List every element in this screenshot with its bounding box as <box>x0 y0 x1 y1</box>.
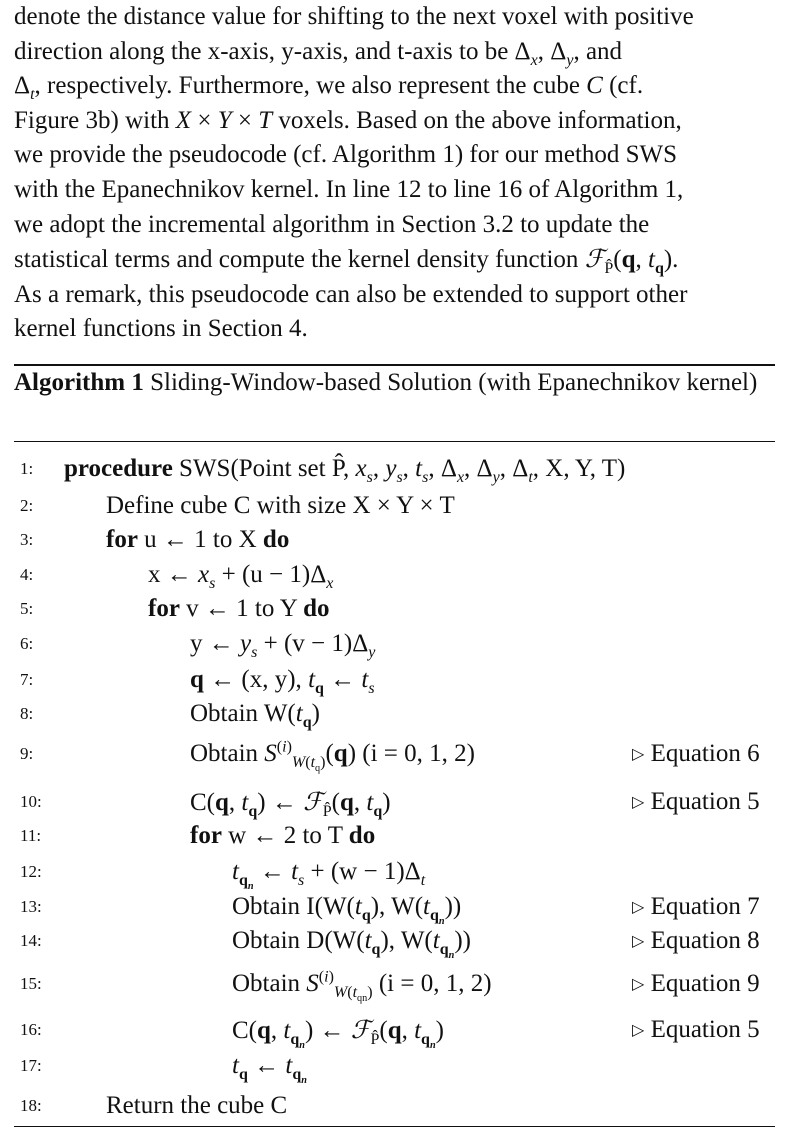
line-number: 12: <box>20 862 42 881</box>
algorithm-title: Sliding-Window-based Solution (with Epanechnikov kernel) <box>150 369 758 396</box>
line-number: 6: <box>20 634 34 653</box>
line-code: C(q, $t_q$) ← ℱ$_{P̂}$(q, $t_q$) <box>190 787 391 820</box>
line-code: $t_{q_n}$ ← $t_s + (w - 1)\Delta_t$ <box>232 858 426 893</box>
line-number: 15: <box>20 974 42 993</box>
line-number: 3: <box>20 530 34 549</box>
algorithm-label: Algorithm 1 <box>14 369 144 396</box>
line-code: Define cube C with size X × Y × T <box>106 492 455 519</box>
algorithm-line <box>0 1013 803 1052</box>
line-code: q ← (x, y), $t_q$ ← $t_s$ <box>190 666 375 697</box>
line-number: 16: <box>20 1020 42 1039</box>
algorithm-caption <box>14 366 779 400</box>
line-number: 7: <box>20 670 34 689</box>
algorithm-line <box>0 924 803 962</box>
paragraph-line: direction along the x-axis, y-axis, and t-axis to be $\Delta_x$, $\Delta_y$, and <box>14 37 623 69</box>
line-code: Obtain $S^{(i)}_{W(t_{qn})}$ (i = 0, 1, 2) <box>232 968 492 1005</box>
algorithm-line <box>0 737 803 775</box>
line-comment: ▷ Equation 9 <box>632 970 760 997</box>
body-paragraph <box>14 0 784 347</box>
line-number: 4: <box>20 565 34 584</box>
algorithm-line <box>0 967 803 1005</box>
line-number: 2: <box>20 496 34 515</box>
line-code: for w ← 2 to T do <box>190 822 376 849</box>
line-code: y ← $y_s + (v - 1)\Delta_y$ <box>190 630 376 661</box>
line-number: 8: <box>20 704 34 723</box>
line-code: procedure SWS(Point set P̂, $x_s$, $y_s$, $t_s$, $\Delta_x$, $\Delta_y$, $\Delta_t$, X, Y, T) <box>64 455 626 486</box>
line-code: for u ← 1 to X do <box>106 526 290 553</box>
line-code: x ← $x_s + (u - 1)\Delta_x$ <box>148 561 334 592</box>
paragraph-line: Figure 3b) with X × Y × T voxels. Based on the above information, <box>14 106 682 134</box>
line-number: 5: <box>20 599 34 618</box>
line-comment: ▷ Equation 8 <box>632 927 760 954</box>
line-code: Obtain $D(W(t_q)$, $W(t_{q_n})$) <box>232 927 471 962</box>
algorithm-line <box>0 890 803 928</box>
line-code: Obtain $W(t_q)$ <box>190 700 320 731</box>
paragraph-line: with the Epanechnikov kernel. In line 12 to line 16 of Algorithm 1, <box>14 175 684 203</box>
line-number: 18: <box>20 1096 42 1115</box>
line-code: Obtain $S^{(i)}_{W(t_q)}(q) (i = 0$, 1, 2) <box>190 738 475 775</box>
line-code: Return the cube C <box>106 1092 288 1119</box>
paragraph-line: $\Delta_t$, respectively. Furthermore, we also represent the cube C (cf. <box>14 72 644 104</box>
line-code: $t_q$ ← $t_{q_n}$ <box>232 1052 307 1087</box>
line-number: 1: <box>20 459 34 478</box>
algorithm-line <box>0 1089 803 1123</box>
line-number: 13: <box>20 897 42 916</box>
paragraph-line: we adopt the incremental algorithm in Section 3.2 to update the <box>14 210 650 238</box>
algorithm-line <box>0 627 803 661</box>
algorithm-line <box>0 558 803 592</box>
algorithm-line <box>0 855 803 893</box>
algorithm-bottom-rule <box>14 1126 775 1127</box>
paragraph-line: As a remark, this pseudocode can also be extended to support other <box>14 280 688 308</box>
algorithm-line <box>0 663 803 697</box>
paragraph-line: denote the distance value for shifting to the next voxel with positive <box>14 3 694 30</box>
line-number: 14: <box>20 931 42 950</box>
algorithm-caption-rule <box>14 441 775 442</box>
paragraph-line: we provide the pseudocode (cf. Algorithm 1) for our method SWS <box>14 141 678 169</box>
algorithm-line <box>0 697 803 731</box>
algorithm-line <box>0 452 803 486</box>
algorithm-line <box>0 1049 803 1087</box>
paragraph-line: kernel functions in Section 4. <box>14 315 308 343</box>
line-comment: ▷ Equation 7 <box>632 893 760 920</box>
line-comment: ▷ Equation 6 <box>632 740 760 767</box>
line-code: C(q, $t_{q_n}$) ← ℱ$_{P̂}$(q, $t_{q_n}$) <box>232 1015 444 1052</box>
line-number: 9: <box>20 744 34 763</box>
line-comment: ▷ Equation 5 <box>632 788 760 815</box>
algorithm-line <box>0 819 803 853</box>
paragraph-line: statistical terms and compute the kernel density function ℱ$_{P̂}$(q, $t_q$). <box>14 244 679 278</box>
algorithm-line <box>0 523 803 557</box>
line-number: 10: <box>20 792 42 811</box>
line-number: 11: <box>20 826 42 845</box>
algorithm-line <box>0 785 803 819</box>
algorithm-line <box>0 592 803 626</box>
algorithm-line <box>0 489 803 523</box>
line-number: 17: <box>20 1056 42 1075</box>
line-comment: ▷ Equation 5 <box>632 1016 760 1043</box>
line-code: for v ← 1 to Y do <box>148 595 330 622</box>
line-code: Obtain $I(W(t_q)$, $W(t_{q_n})$) <box>232 893 462 928</box>
